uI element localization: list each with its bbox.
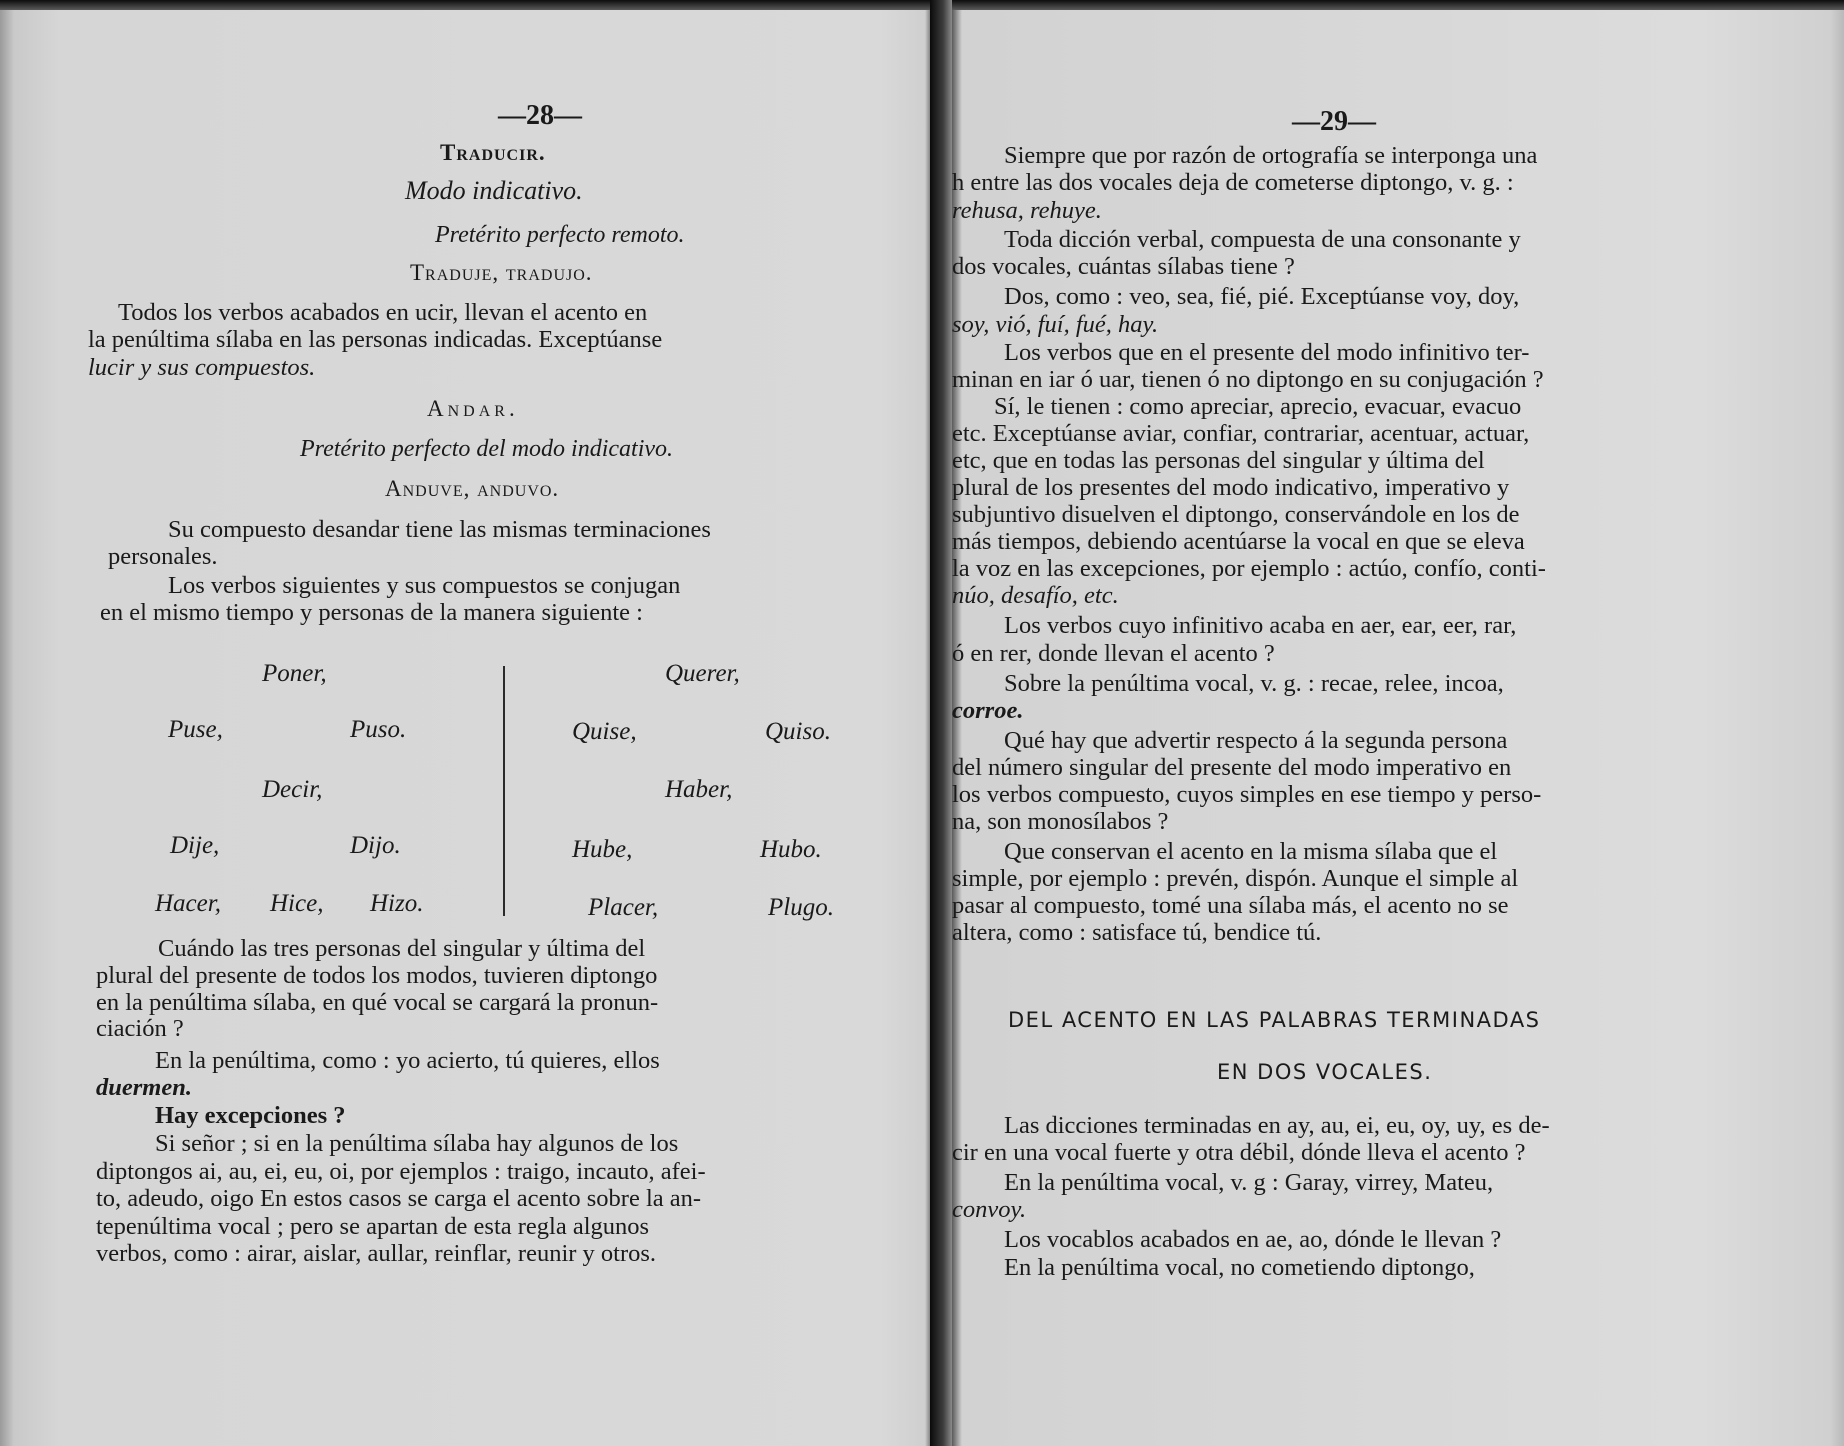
right-page [952, 0, 1844, 1446]
text-line: pasar al compuesto, tomé una sílaba más, el acento no se [952, 892, 1509, 919]
conj-dijo: Dijo. [350, 832, 401, 859]
conj-hice: Hice, [270, 890, 324, 917]
conj-decir: Decir, [262, 776, 323, 803]
text-line: En la penúltima, como : yo acierto, tú quieres, ellos [155, 1047, 660, 1074]
text-line: Qué hay que advertir respecto á la segunda persona [1004, 727, 1508, 754]
text-line: lucir y sus compuestos. [88, 354, 316, 381]
text-line: h entre las dos vocales deja de cometerse diptongo, v. g. : [952, 169, 1514, 196]
text-line: ó en rer, donde llevan el acento ? [952, 640, 1275, 667]
text-line: Hay excepciones ? [155, 1102, 346, 1129]
conj-hubo: Hubo. [760, 836, 822, 863]
text-line: Si señor ; si en la penúltima sílaba hay algunos de los [155, 1130, 679, 1157]
verb-heading-andar: Andar. [427, 396, 519, 421]
text-line: Los verbos que en el presente del modo infinitivo ter- [1004, 339, 1530, 366]
text-line: corroe. [952, 697, 1024, 724]
section-heading-2: EN DOS VOCALES. [1217, 1060, 1433, 1084]
text-line: los verbos compuesto, cuyos simples en ese tiempo y perso- [952, 781, 1542, 808]
text-line: En la penúltima vocal, no cometiendo diptongo, [1004, 1254, 1475, 1281]
text-line: Los verbos siguientes y sus compuestos se conjugan [168, 572, 681, 599]
text-line: minan en iar ó uar, tienen ó no diptongo en su conjugación ? [952, 366, 1544, 393]
text-line: convoy. [952, 1196, 1027, 1223]
page-number-29: —29— [1292, 106, 1376, 137]
text-line: en la penúltima sílaba, en qué vocal se cargará la pronun- [96, 989, 659, 1016]
section-heading: DEL ACENTO EN LAS PALABRAS TERMINADAS [1008, 1008, 1541, 1032]
text-line: duermen. [96, 1074, 192, 1101]
text-line: Su compuesto desandar tiene las mismas terminaciones [168, 516, 711, 543]
page-number-28: —28— [498, 100, 582, 131]
text-line: Los verbos cuyo infinitivo acaba en aer, ear, eer, rar, [1004, 612, 1517, 639]
conj-poner: Poner, [262, 660, 327, 687]
conj-puse: Puse, [168, 716, 223, 743]
text-line: Sí, le tienen : como apreciar, aprecio, evacuar, evacuo [994, 393, 1522, 420]
text-line: Cuándo las tres personas del singular y última del [158, 935, 646, 962]
forms-anduve: Anduve, anduvo. [385, 476, 560, 501]
text-line: Toda dicción verbal, compuesta de una consonante y [1004, 226, 1521, 253]
mode-heading: Modo indicativo. [405, 176, 583, 205]
conj-placer: Placer, [588, 894, 659, 921]
book-spine [930, 0, 952, 1446]
text-line: Dos, como : veo, sea, fié, pié. Exceptúanse voy, doy, [1004, 283, 1520, 310]
conj-quiso: Quiso. [765, 718, 831, 745]
top-edge [952, 0, 1844, 10]
text-line: la penúltima sílaba en las personas indicadas. Exceptúanse [88, 326, 663, 353]
text-line: personales. [108, 543, 218, 570]
text-line: rehusa, rehuye. [952, 197, 1102, 224]
conj-hacer: Hacer, [155, 890, 221, 917]
text-line: etc, que en todas las personas del singular y última del [952, 447, 1485, 474]
text-line: plural del presente de todos los modos, tuvieren diptongo [96, 962, 658, 989]
text-line: En la penúltima vocal, v. g : Garay, virrey, Mateu, [1004, 1169, 1494, 1196]
text-line: diptongos ai, au, ei, eu, oi, por ejemplos : traigo, incauto, afei- [96, 1158, 706, 1185]
conj-haber: Haber, [665, 776, 733, 803]
text-line: Siempre que por razón de ortografía se interponga una [1004, 142, 1538, 169]
table-divider [503, 666, 505, 916]
text-line: más tiempos, debiendo acentúarse la vocal en que se eleva [952, 528, 1525, 555]
text-line: ciación ? [96, 1015, 184, 1042]
text-line: Que conservan el acento en la misma sílaba que el [1004, 838, 1498, 865]
text-line: la voz en las excepciones, por ejemplo : actúo, confío, conti- [952, 555, 1546, 582]
text-line: Los vocablos acabados en ae, ao, dónde le llevan ? [1004, 1226, 1502, 1253]
tense-heading-2: Pretérito perfecto del modo indicativo. [300, 436, 674, 462]
conj-querer: Querer, [665, 660, 740, 687]
text-line: etc. Exceptúanse aviar, confiar, contrariar, acentuar, actuar, [952, 420, 1530, 447]
text-line: dos vocales, cuántas sílabas tiene ? [952, 253, 1295, 280]
conj-quise: Quise, [572, 718, 637, 745]
text-line: Todos los verbos acabados en ucir, llevan el acento en [118, 299, 648, 326]
tense-heading: Pretérito perfecto remoto. [435, 222, 685, 248]
text-line: núo, desafío, etc. [952, 582, 1119, 609]
text-line: del número singular del presente del modo imperativo en [952, 754, 1512, 781]
verb-heading-traducir: Traducir. [440, 140, 546, 165]
text-line: verbos, como : airar, aislar, aullar, reinflar, reunir y otros. [96, 1240, 657, 1267]
top-edge [0, 0, 930, 10]
conj-puso: Puso. [350, 716, 407, 743]
text-line: subjuntivo disuelven el diptongo, conservándole en los de [952, 501, 1520, 528]
conj-hube: Hube, [572, 836, 633, 863]
text-line: plural de los presentes del modo indicativo, imperativo y [952, 474, 1510, 501]
text-line: cir en una vocal fuerte y otra débil, dónde lleva el acento ? [952, 1139, 1526, 1166]
conj-plugo: Plugo. [768, 894, 834, 921]
text-line: simple, por ejemplo : prevén, dispón. Aunque el simple al [952, 865, 1519, 892]
text-line: Las dicciones terminadas en ay, au, ei, eu, oy, uy, es de- [1004, 1112, 1550, 1139]
text-line: en el mismo tiempo y personas de la manera siguiente : [100, 599, 643, 626]
text-line: soy, vió, fuí, fué, hay. [952, 311, 1159, 338]
text-line: altera, como : satisface tú, bendice tú. [952, 919, 1322, 946]
text-line: Sobre la penúltima vocal, v. g. : recae, relee, incoa, [1004, 670, 1504, 697]
text-line: tepenúltima vocal ; pero se apartan de esta regla algunos [96, 1213, 650, 1240]
conj-dije: Dije, [170, 832, 220, 859]
text-line: to, adeudo, oigo En estos casos se carga el acento sobre la an- [96, 1185, 702, 1212]
text-line: na, son monosílabos ? [952, 808, 1169, 835]
conj-hizo: Hizo. [370, 890, 424, 917]
forms-traduje: Traduje, tradujo. [410, 260, 593, 285]
